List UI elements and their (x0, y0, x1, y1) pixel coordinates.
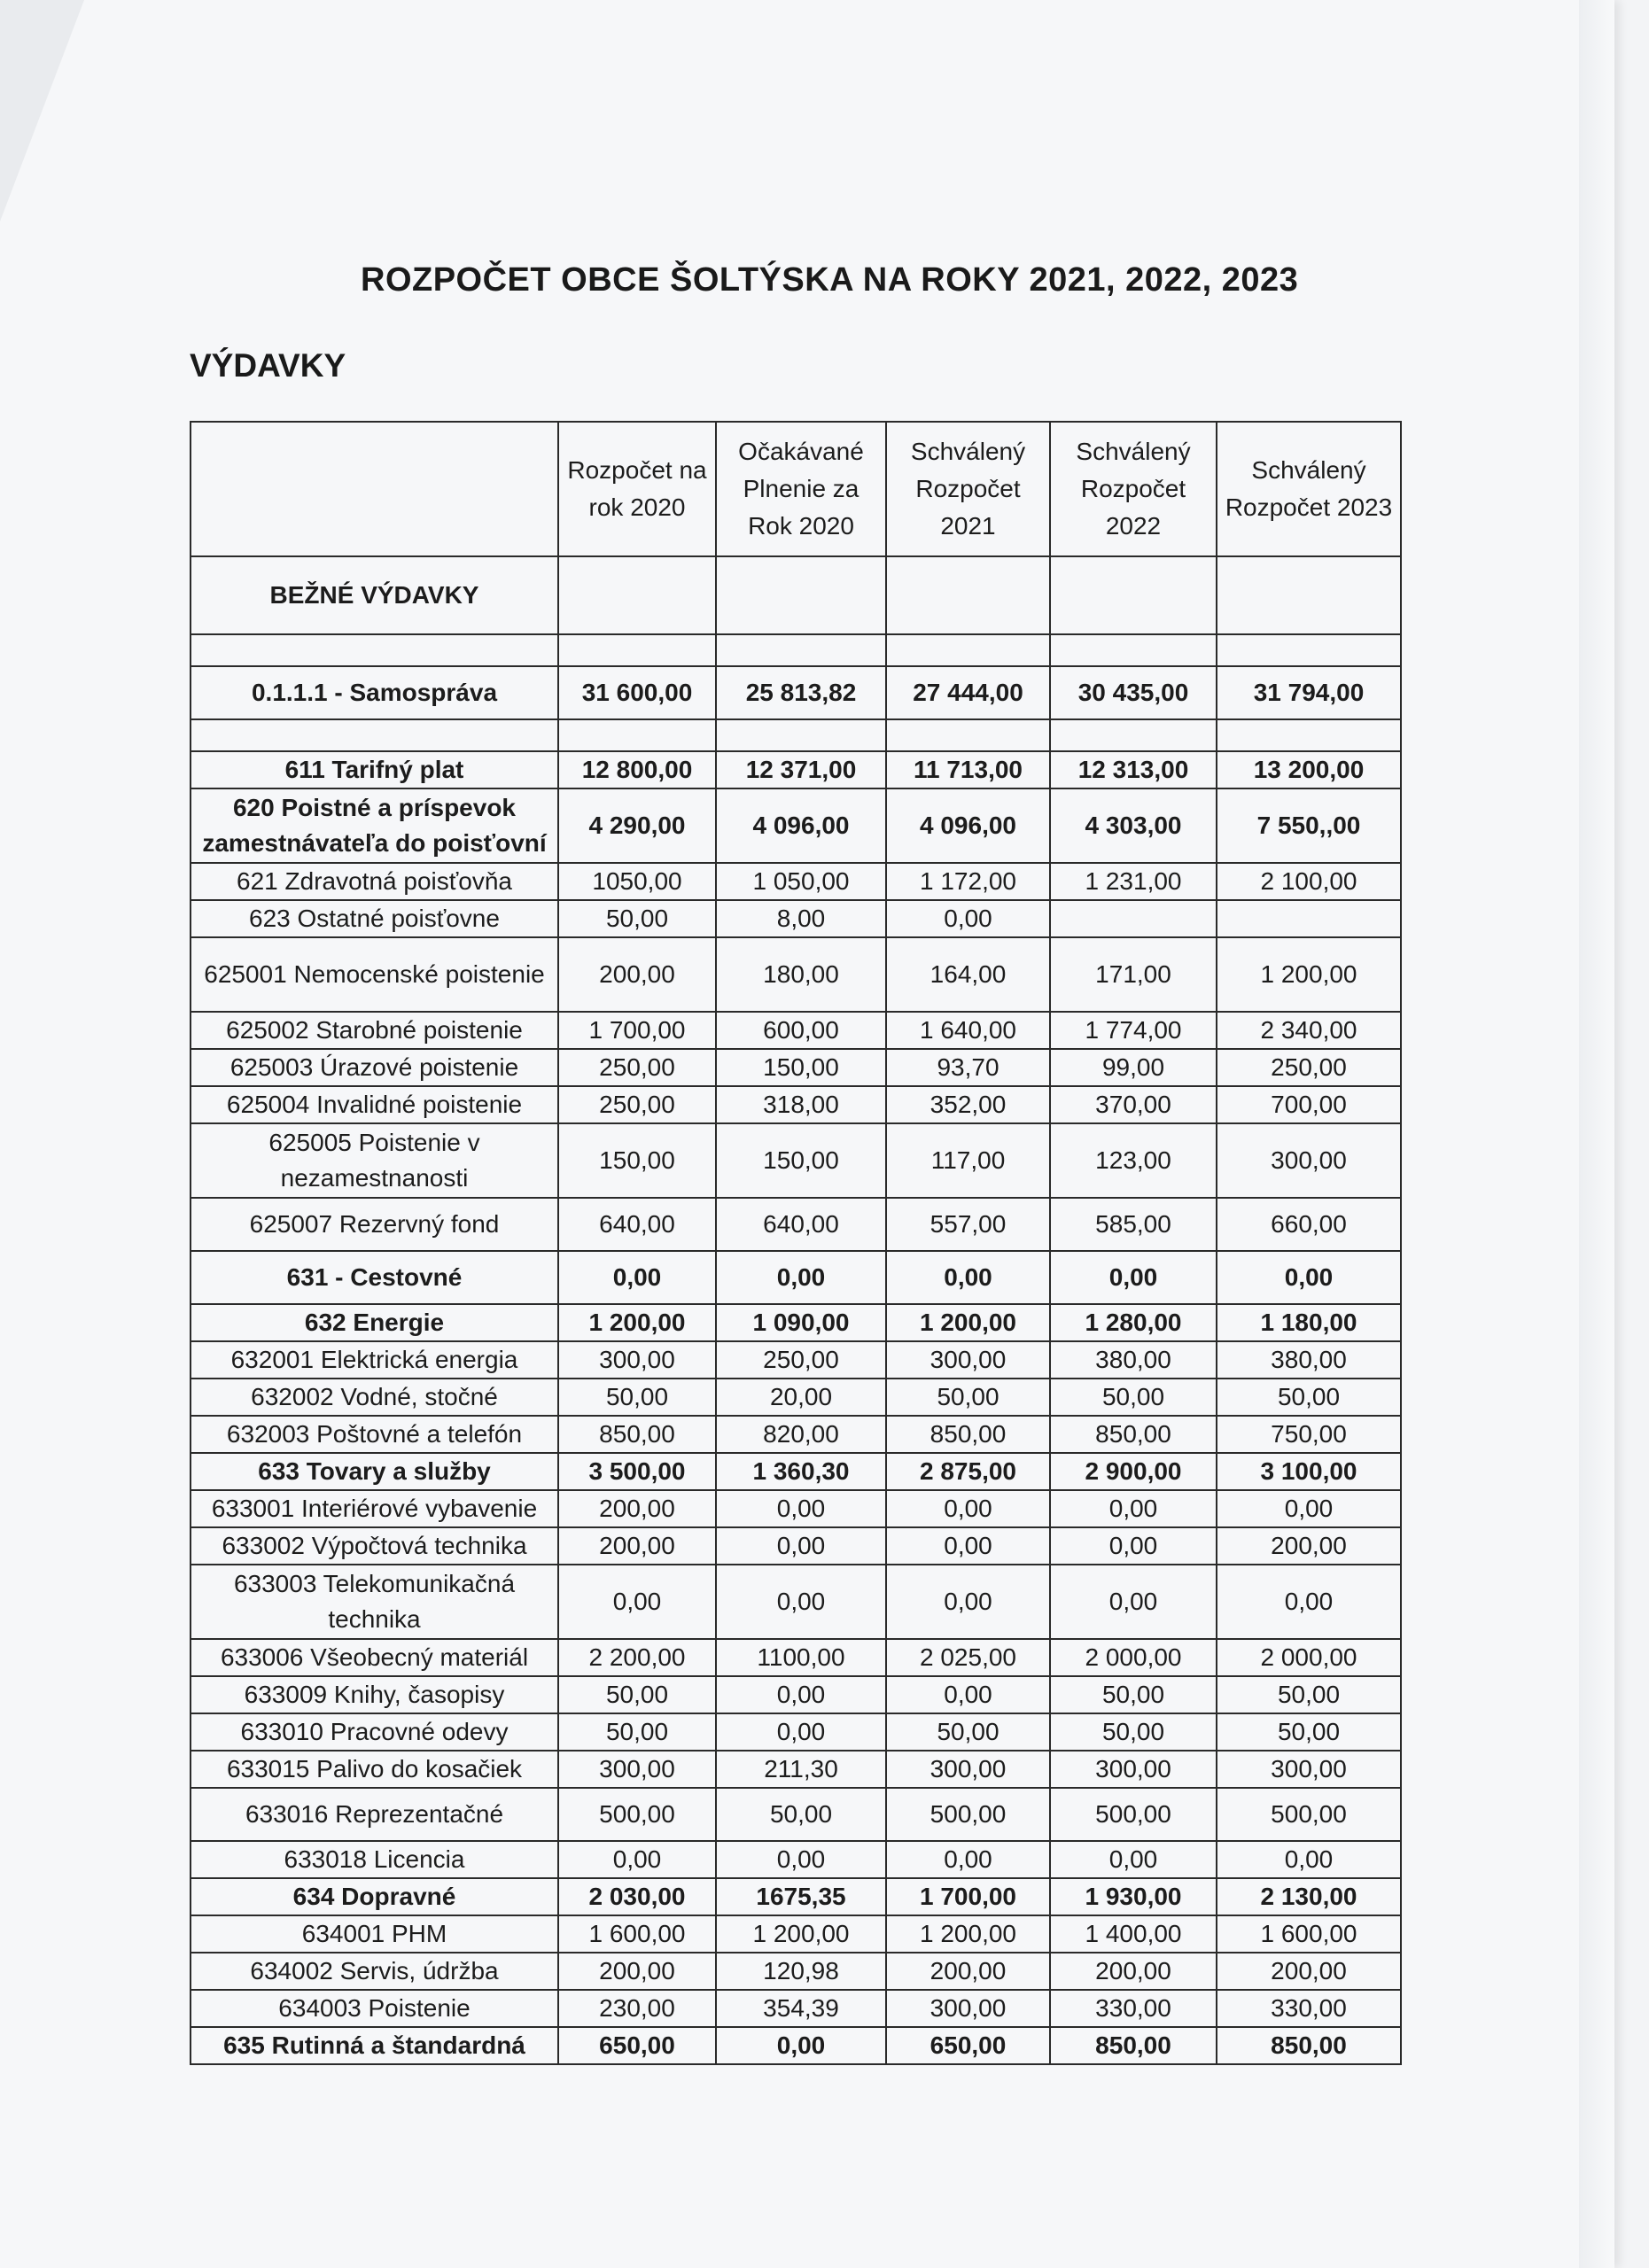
value-cell: 850,00 (886, 1416, 1050, 1453)
value-cell: 0,00 (886, 900, 1050, 937)
table-row (191, 1304, 1401, 1341)
value-cell: 2 000,00 (1217, 1639, 1401, 1676)
value-cell: 2 130,00 (1217, 1878, 1401, 1915)
value-cell: 11 713,00 (886, 751, 1050, 788)
header-cell-approved-2022: Schválený Rozpočet 2022 (1050, 422, 1217, 556)
value-cell: 1 200,00 (886, 1915, 1050, 1953)
value-cell: 0,00 (716, 1490, 886, 1527)
value-cell: 370,00 (1050, 1086, 1217, 1123)
row-label: 623 Ostatné poisťovne (191, 900, 558, 937)
document-title: ROZPOČET OBCE ŠOLTÝSKA NA ROKY 2021, 2022, 2023 (361, 261, 1299, 299)
row-label: 633016 Reprezentačné (191, 1788, 558, 1841)
row-label: 632 Energie (191, 1304, 558, 1341)
empty-cell (1050, 719, 1217, 751)
empty-cell (558, 719, 716, 751)
table-row (191, 1379, 1401, 1416)
value-cell: 640,00 (558, 1198, 716, 1251)
value-cell: 0,00 (558, 1565, 716, 1639)
empty-cell (558, 556, 716, 634)
value-cell: 330,00 (1050, 1990, 1217, 2027)
row-label: 625001 Nemocenské poistenie (191, 937, 558, 1012)
value-cell: 150,00 (558, 1123, 716, 1198)
row-label: 632001 Elektrická energia (191, 1341, 558, 1379)
value-cell: 0,00 (558, 1251, 716, 1304)
header-cell-approved-2021: Schválený Rozpočet 2021 (886, 422, 1050, 556)
value-cell: 1 180,00 (1217, 1304, 1401, 1341)
value-cell: 171,00 (1050, 937, 1217, 1012)
value-cell: 50,00 (1217, 1379, 1401, 1416)
value-cell: 0,00 (716, 1527, 886, 1565)
value-cell: 0,00 (558, 1841, 716, 1878)
value-cell: 2 000,00 (1050, 1639, 1217, 1676)
value-cell: 0,00 (1217, 1565, 1401, 1639)
value-cell: 318,00 (716, 1086, 886, 1123)
value-cell: 200,00 (558, 1490, 716, 1527)
table-row (191, 1086, 1401, 1123)
empty-cell (558, 634, 716, 666)
row-label: 634001 PHM (191, 1915, 558, 1953)
empty-cell (1050, 556, 1217, 634)
row-label: 633015 Palivo do kosačiek (191, 1751, 558, 1788)
value-cell: 120,98 (716, 1953, 886, 1990)
row-label: 625005 Poistenie v nezamestnanosti (191, 1123, 558, 1198)
value-cell: 50,00 (716, 1788, 886, 1841)
value-cell: 0,00 (886, 1490, 1050, 1527)
value-cell: 12 371,00 (716, 751, 886, 788)
table-row (191, 1639, 1401, 1676)
value-cell: 820,00 (716, 1416, 886, 1453)
value-cell: 0,00 (1050, 1490, 1217, 1527)
table-row (191, 1251, 1401, 1304)
value-cell: 180,00 (716, 937, 886, 1012)
row-label: 633018 Licencia (191, 1841, 558, 1878)
value-cell: 1050,00 (558, 863, 716, 900)
value-cell: 0,00 (886, 1251, 1050, 1304)
value-cell: 117,00 (886, 1123, 1050, 1198)
value-cell: 300,00 (886, 1751, 1050, 1788)
value-cell: 200,00 (558, 1953, 716, 1990)
value-cell: 0,00 (1050, 1565, 1217, 1639)
table-row (191, 1123, 1401, 1198)
table-row (191, 1565, 1401, 1639)
value-cell: 850,00 (558, 1416, 716, 1453)
value-cell: 585,00 (1050, 1198, 1217, 1251)
table-row (191, 863, 1401, 900)
value-cell: 4 096,00 (886, 788, 1050, 863)
value-cell: 300,00 (1050, 1751, 1217, 1788)
row-label: 631 - Cestovné (191, 1251, 558, 1304)
table-row (191, 1012, 1401, 1049)
header-row (191, 422, 1401, 556)
value-cell: 50,00 (1050, 1713, 1217, 1751)
value-cell: 50,00 (886, 1379, 1050, 1416)
value-cell: 0,00 (716, 1713, 886, 1751)
value-cell: 0,00 (1050, 1841, 1217, 1878)
paper-edge (1579, 0, 1614, 2268)
value-cell: 4 290,00 (558, 788, 716, 863)
value-cell: 1 200,00 (1217, 937, 1401, 1012)
value-cell: 1675,35 (716, 1878, 886, 1915)
table-row (191, 1416, 1401, 1453)
row-label: 634003 Poistenie (191, 1990, 558, 2027)
folded-corner (0, 0, 84, 221)
value-cell: 2 200,00 (558, 1639, 716, 1676)
value-cell: 352,00 (886, 1086, 1050, 1123)
value-cell: 150,00 (716, 1123, 886, 1198)
header-cell-budget-2020: Rozpočet na rok 2020 (558, 422, 716, 556)
table-row (191, 1490, 1401, 1527)
value-cell: 200,00 (558, 937, 716, 1012)
value-cell: 1 360,30 (716, 1453, 886, 1490)
value-cell: 2 340,00 (1217, 1012, 1401, 1049)
value-cell: 50,00 (558, 1676, 716, 1713)
table-row (191, 1841, 1401, 1878)
table-row (191, 1198, 1401, 1251)
value-cell: 354,39 (716, 1990, 886, 2027)
row-label: 633001 Interiérové vybavenie (191, 1490, 558, 1527)
table-row (191, 1788, 1401, 1841)
row-label: 625004 Invalidné poistenie (191, 1086, 558, 1123)
value-cell: 1 700,00 (886, 1878, 1050, 1915)
value-cell: 1 200,00 (886, 1304, 1050, 1341)
value-cell: 2 025,00 (886, 1639, 1050, 1676)
value-cell: 0,00 (886, 1841, 1050, 1878)
header-cell-approved-2023: Schválený Rozpočet 2023 (1217, 422, 1401, 556)
value-cell: 1 600,00 (558, 1915, 716, 1953)
value-cell: 380,00 (1217, 1341, 1401, 1379)
empty-cell (1217, 556, 1401, 634)
empty-cell (886, 634, 1050, 666)
table-row (191, 751, 1401, 788)
value-cell: 50,00 (1217, 1676, 1401, 1713)
table-row (191, 1990, 1401, 2027)
value-cell: 650,00 (886, 2027, 1050, 2064)
value-cell: 300,00 (558, 1751, 716, 1788)
value-cell: 1 200,00 (558, 1304, 716, 1341)
value-cell: 300,00 (886, 1341, 1050, 1379)
value-cell: 20,00 (716, 1379, 886, 1416)
value-cell: 0,00 (886, 1676, 1050, 1713)
value-cell: 2 030,00 (558, 1878, 716, 1915)
empty-cell (191, 719, 558, 751)
row-label: 634 Dopravné (191, 1878, 558, 1915)
value-cell: 0,00 (1217, 1251, 1401, 1304)
empty-cell (1217, 634, 1401, 666)
value-cell: 27 444,00 (886, 666, 1050, 719)
value-cell: 1100,00 (716, 1639, 886, 1676)
table-row (191, 1751, 1401, 1788)
value-cell: 12 313,00 (1050, 751, 1217, 788)
value-cell: 200,00 (1217, 1527, 1401, 1565)
value-cell: 1 172,00 (886, 863, 1050, 900)
table-row (191, 1878, 1401, 1915)
value-cell: 300,00 (1217, 1123, 1401, 1198)
value-cell: 500,00 (1217, 1788, 1401, 1841)
value-cell: 13 200,00 (1217, 751, 1401, 788)
value-cell: 250,00 (558, 1086, 716, 1123)
value-cell: 500,00 (1050, 1788, 1217, 1841)
value-cell: 31 794,00 (1217, 666, 1401, 719)
value-cell: 12 800,00 (558, 751, 716, 788)
value-cell: 380,00 (1050, 1341, 1217, 1379)
value-cell: 0,00 (886, 1527, 1050, 1565)
table-row (191, 666, 1401, 719)
value-cell: 8,00 (716, 900, 886, 937)
header-cell-blank (191, 422, 558, 556)
table-row (191, 788, 1401, 863)
value-cell: 250,00 (716, 1341, 886, 1379)
row-label: 0.1.1.1 - Samospráva (191, 666, 558, 719)
row-label: 633010 Pracovné odevy (191, 1713, 558, 1751)
row-label: 625007 Rezervný fond (191, 1198, 558, 1251)
value-cell: 0,00 (716, 1676, 886, 1713)
value-cell (1050, 900, 1217, 937)
value-cell: 300,00 (558, 1341, 716, 1379)
value-cell: 850,00 (1050, 2027, 1217, 2064)
table-row (191, 1915, 1401, 1953)
value-cell: 330,00 (1217, 1990, 1401, 2027)
row-label: 632003 Poštovné a telefón (191, 1416, 558, 1453)
value-cell: 300,00 (886, 1990, 1050, 2027)
value-cell: 50,00 (1050, 1379, 1217, 1416)
value-cell: 7 550,,00 (1217, 788, 1401, 863)
value-cell: 1 090,00 (716, 1304, 886, 1341)
table-row (191, 1341, 1401, 1379)
value-cell: 25 813,82 (716, 666, 886, 719)
value-cell: 50,00 (558, 900, 716, 937)
row-label: 633006 Všeobecný materiál (191, 1639, 558, 1676)
value-cell: 50,00 (558, 1379, 716, 1416)
value-cell: 0,00 (1050, 1251, 1217, 1304)
value-cell: 1 600,00 (1217, 1915, 1401, 1953)
value-cell: 500,00 (886, 1788, 1050, 1841)
row-label: 625002 Starobné poistenie (191, 1012, 558, 1049)
value-cell: 150,00 (716, 1049, 886, 1086)
value-cell: 850,00 (1050, 1416, 1217, 1453)
value-cell: 0,00 (886, 1565, 1050, 1639)
value-cell: 211,30 (716, 1751, 886, 1788)
value-cell: 164,00 (886, 937, 1050, 1012)
value-cell: 1 700,00 (558, 1012, 716, 1049)
value-cell: 1 400,00 (1050, 1915, 1217, 1953)
value-cell: 30 435,00 (1050, 666, 1217, 719)
value-cell: 50,00 (1050, 1676, 1217, 1713)
value-cell: 0,00 (716, 1251, 886, 1304)
section-heading: VÝDAVKY (190, 347, 346, 384)
value-cell: 230,00 (558, 1990, 716, 2027)
value-cell: 600,00 (716, 1012, 886, 1049)
spacer-row (191, 634, 1401, 666)
row-label: 611 Tarifný plat (191, 751, 558, 788)
value-cell: 200,00 (558, 1527, 716, 1565)
table-row (191, 1953, 1401, 1990)
value-cell: 1 050,00 (716, 863, 886, 900)
value-cell: 4 303,00 (1050, 788, 1217, 863)
value-cell: 700,00 (1217, 1086, 1401, 1123)
value-cell: 31 600,00 (558, 666, 716, 719)
value-cell: 557,00 (886, 1198, 1050, 1251)
value-cell: 123,00 (1050, 1123, 1217, 1198)
section-row (191, 556, 1401, 634)
value-cell: 50,00 (886, 1713, 1050, 1751)
header-cell-expected-2020: Očakávané Plnenie za Rok 2020 (716, 422, 886, 556)
value-cell: 1 640,00 (886, 1012, 1050, 1049)
value-cell: 4 096,00 (716, 788, 886, 863)
table-row (191, 1676, 1401, 1713)
budget-table (190, 421, 1402, 2065)
empty-cell (191, 634, 558, 666)
value-cell: 650,00 (558, 2027, 716, 2064)
empty-cell (1050, 634, 1217, 666)
value-cell: 660,00 (1217, 1198, 1401, 1251)
section-label: BEŽNÉ VÝDAVKY (191, 556, 558, 634)
value-cell: 0,00 (716, 2027, 886, 2064)
row-label: 635 Rutinná a štandardná (191, 2027, 558, 2064)
empty-cell (716, 634, 886, 666)
empty-cell (886, 719, 1050, 751)
value-cell: 99,00 (1050, 1049, 1217, 1086)
value-cell: 2 100,00 (1217, 863, 1401, 900)
row-label: 633002 Výpočtová technika (191, 1527, 558, 1565)
value-cell: 50,00 (1217, 1713, 1401, 1751)
value-cell: 640,00 (716, 1198, 886, 1251)
value-cell: 1 231,00 (1050, 863, 1217, 900)
empty-cell (886, 556, 1050, 634)
value-cell: 200,00 (1217, 1953, 1401, 1990)
value-cell: 3 500,00 (558, 1453, 716, 1490)
value-cell: 0,00 (716, 1565, 886, 1639)
value-cell: 0,00 (1050, 1527, 1217, 1565)
value-cell: 2 900,00 (1050, 1453, 1217, 1490)
spacer-row (191, 719, 1401, 751)
row-label: 633009 Knihy, časopisy (191, 1676, 558, 1713)
value-cell (1217, 900, 1401, 937)
value-cell: 0,00 (716, 1841, 886, 1878)
value-cell: 3 100,00 (1217, 1453, 1401, 1490)
table-row (191, 1453, 1401, 1490)
value-cell: 1 774,00 (1050, 1012, 1217, 1049)
value-cell: 250,00 (558, 1049, 716, 1086)
table-row (191, 900, 1401, 937)
value-cell: 200,00 (886, 1953, 1050, 1990)
value-cell: 93,70 (886, 1049, 1050, 1086)
value-cell: 1 930,00 (1050, 1878, 1217, 1915)
table-row (191, 937, 1401, 1012)
value-cell: 500,00 (558, 1788, 716, 1841)
value-cell: 0,00 (1217, 1841, 1401, 1878)
value-cell: 1 200,00 (716, 1915, 886, 1953)
row-label: 633 Tovary a služby (191, 1453, 558, 1490)
value-cell: 0,00 (1217, 1490, 1401, 1527)
value-cell: 2 875,00 (886, 1453, 1050, 1490)
table-row (191, 1049, 1401, 1086)
value-cell: 1 280,00 (1050, 1304, 1217, 1341)
value-cell: 50,00 (558, 1713, 716, 1751)
value-cell: 300,00 (1217, 1751, 1401, 1788)
value-cell: 200,00 (1050, 1953, 1217, 1990)
row-label: 634002 Servis, údržba (191, 1953, 558, 1990)
value-cell: 750,00 (1217, 1416, 1401, 1453)
row-label: 632002 Vodné, stočné (191, 1379, 558, 1416)
empty-cell (1217, 719, 1401, 751)
row-label: 633003 Telekomunikačná technika (191, 1565, 558, 1639)
value-cell: 250,00 (1217, 1049, 1401, 1086)
empty-cell (716, 719, 886, 751)
table-row (191, 2027, 1401, 2064)
row-label: 621 Zdravotná poisťovňa (191, 863, 558, 900)
table-row (191, 1713, 1401, 1751)
row-label: 620 Poistné a príspevok zamestnávateľa do poisťovní (191, 788, 558, 863)
table-row (191, 1527, 1401, 1565)
value-cell: 850,00 (1217, 2027, 1401, 2064)
row-label: 625003 Úrazové poistenie (191, 1049, 558, 1086)
empty-cell (716, 556, 886, 634)
